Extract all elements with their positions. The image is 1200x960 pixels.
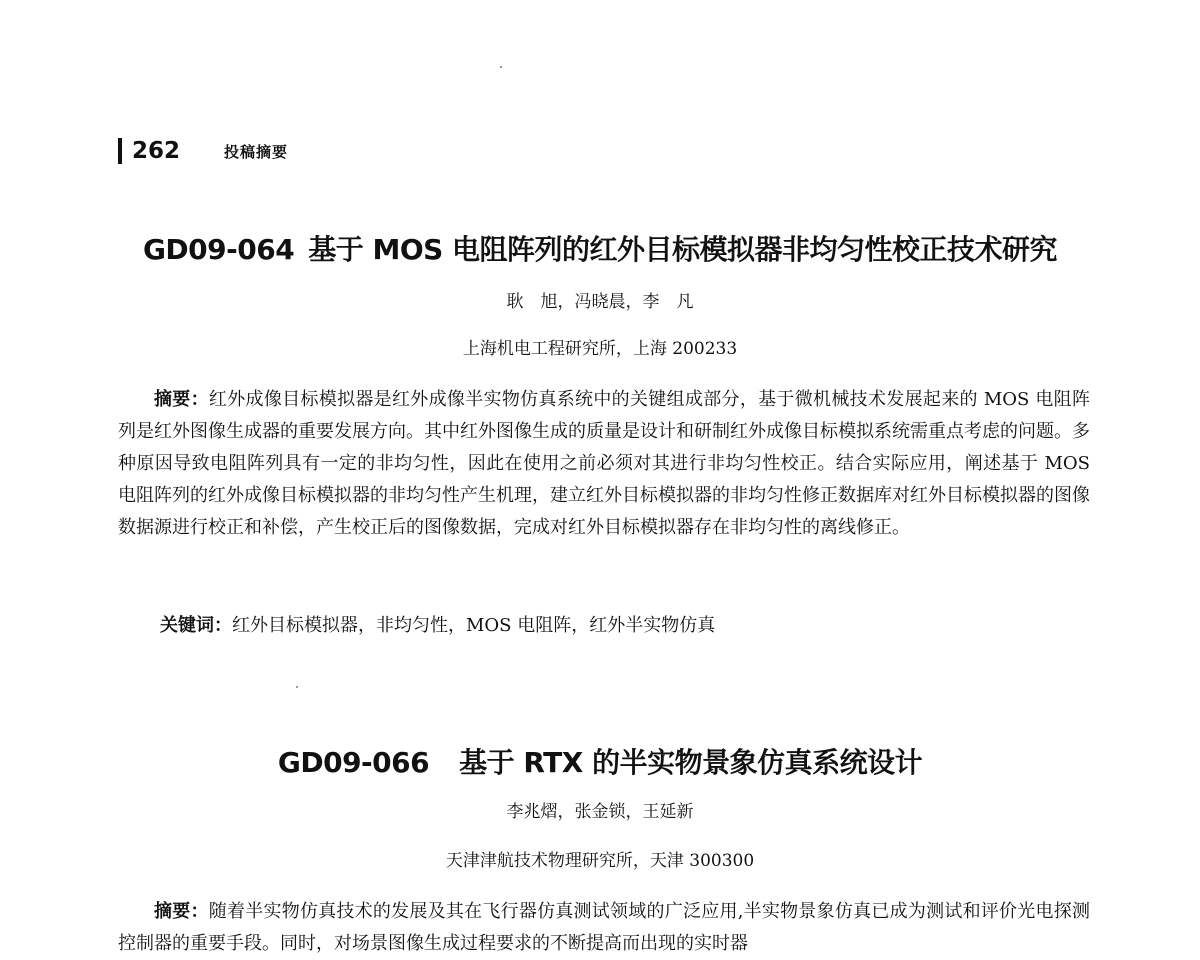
article-code: GD09-064 [142, 233, 295, 266]
keywords-label: 关键词： [160, 615, 232, 636]
article-authors: 李兆熠，张金锁，王延新 [506, 802, 694, 822]
article-title [0, 741, 1200, 781]
article-title-text: 基于 MOS 电阻阵列的红外目标模拟器非均匀性校正技术研究 [308, 233, 1058, 266]
abstract-text: 随着半实物仿真技术的发展及其在飞行器仿真测试领域的广泛应用,半实物景象仿真已成为测试和评价光电探测控制器的重要手段。同时，对场景图像生成过程要求的不断提高而出现的实时器 [118, 901, 1091, 954]
article-keywords [160, 611, 715, 637]
abstract-label: 摘要： [154, 901, 209, 922]
article-gd09-064 [0, 228, 1200, 268]
scan-speck [296, 686, 298, 688]
article-title-text: 基于 RTX 的半实物景象仿真系统设计 [459, 746, 923, 779]
section-title: 投稿摘要 [224, 142, 289, 161]
abstract-label: 摘要： [154, 389, 209, 410]
article-affiliation: 天津津航技术物理研究所，天津 300300 [445, 851, 755, 871]
article-abstract [118, 896, 1090, 960]
article-authors: 耿 旭，冯晓晨，李 凡 [506, 292, 694, 312]
article-gd09-066 [0, 741, 1200, 781]
keywords-text: 红外目标模拟器，非均匀性，MOS 电阻阵，红外半实物仿真 [232, 615, 716, 636]
abstract-text: 红外成像目标模拟器是红外成像半实物仿真系统中的关键组成部分，基于微机械技术发展起来的 MOS 电阻阵列是红外图像生成器的重要发展方向。其中红外图像生成的质量是设计和研制红外成像目标模拟系统需重点考虑的问题。多种原因导致电阻阵列具有一定的非均匀性，因此在使用之前必须对其进行非均匀性校正。结合实际应用，阐述基于 MOS 电阻阵列的红外成像目标模拟器的非均匀性产生机理，建立红外目标模拟器的非均匀性修正数据库对红外目标模拟器的图像数据源进行校正和补偿，产生校正后的图像数据，完成对红外目标模拟器存在非均匀性的离线修正。 [118, 389, 1090, 538]
article-affiliation: 上海机电工程研究所，上海 200233 [462, 339, 738, 359]
article-title [0, 228, 1200, 268]
header-bar [118, 138, 122, 164]
article-code: GD09-066 [277, 746, 430, 779]
scan-speck [500, 66, 502, 68]
page-header [118, 138, 288, 164]
article-abstract [118, 384, 1090, 544]
page-number: 262 [132, 138, 181, 164]
